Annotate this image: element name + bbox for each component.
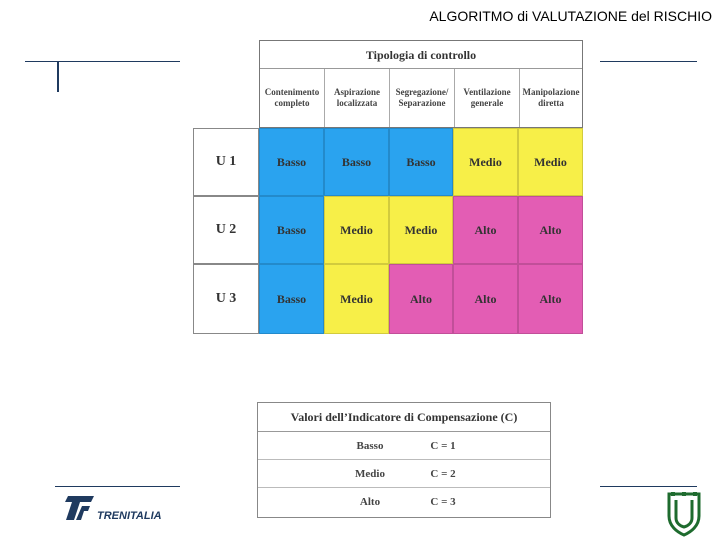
bottom-left-rule — [55, 486, 180, 487]
table-row — [258, 460, 550, 488]
column-header: Segregazione/ Separazione — [389, 69, 454, 127]
trenitalia-mark-icon — [60, 492, 96, 522]
column-header: Ventilazione generale — [454, 69, 519, 127]
table-row — [258, 432, 550, 460]
matrix-header — [259, 40, 583, 128]
crest-logo-icon — [665, 490, 703, 538]
risk-cell: Medio — [389, 196, 453, 264]
slide-title: ALGORITMO di VALUTAZIONE del RISCHIO — [429, 8, 712, 24]
top-left-tick — [57, 62, 59, 92]
risk-cell: Basso — [259, 196, 324, 264]
table-row — [258, 488, 550, 516]
risk-cell: Alto — [453, 196, 518, 264]
matrix-header-title: Tipologia di controllo — [260, 41, 582, 69]
column-header: Aspirazione localizzata — [324, 69, 389, 127]
compensation-value: C = 3 — [430, 496, 456, 508]
compensation-value: C = 1 — [430, 440, 456, 452]
risk-cell: Medio — [453, 128, 518, 196]
row-label-u3: U 3 — [193, 264, 259, 334]
row-label-u1: U 1 — [193, 128, 259, 196]
risk-cell: Medio — [324, 196, 389, 264]
risk-cell: Basso — [389, 128, 453, 196]
compensation-title: Valori dell’Indicatore di Compensazione (C) — [258, 403, 550, 432]
column-header: Manipolazione diretta — [519, 69, 582, 127]
compensation-level: Medio — [355, 468, 385, 480]
risk-cell: Basso — [259, 264, 324, 334]
column-header: Contenimento completo — [264, 87, 320, 108]
row-label-u2: U 2 — [193, 196, 259, 264]
compensation-level: Alto — [359, 496, 381, 508]
risk-cell: Medio — [324, 264, 389, 334]
trenitalia-wordmark: TRENITALIA — [97, 510, 162, 522]
risk-cell: Alto — [389, 264, 453, 334]
risk-cell: Basso — [259, 128, 324, 196]
risk-cell: Alto — [453, 264, 518, 334]
compensation-table — [257, 402, 551, 518]
trenitalia-logo — [60, 492, 180, 526]
compensation-value: C = 2 — [430, 468, 456, 480]
risk-cell: Alto — [518, 196, 583, 264]
top-left-rule — [25, 61, 180, 62]
risk-matrix — [193, 40, 583, 334]
risk-cell: Basso — [324, 128, 389, 196]
compensation-level: Basso — [356, 440, 384, 452]
top-right-rule — [600, 61, 697, 62]
bottom-right-rule — [600, 486, 697, 487]
risk-cell: Alto — [518, 264, 583, 334]
risk-cell: Medio — [518, 128, 583, 196]
